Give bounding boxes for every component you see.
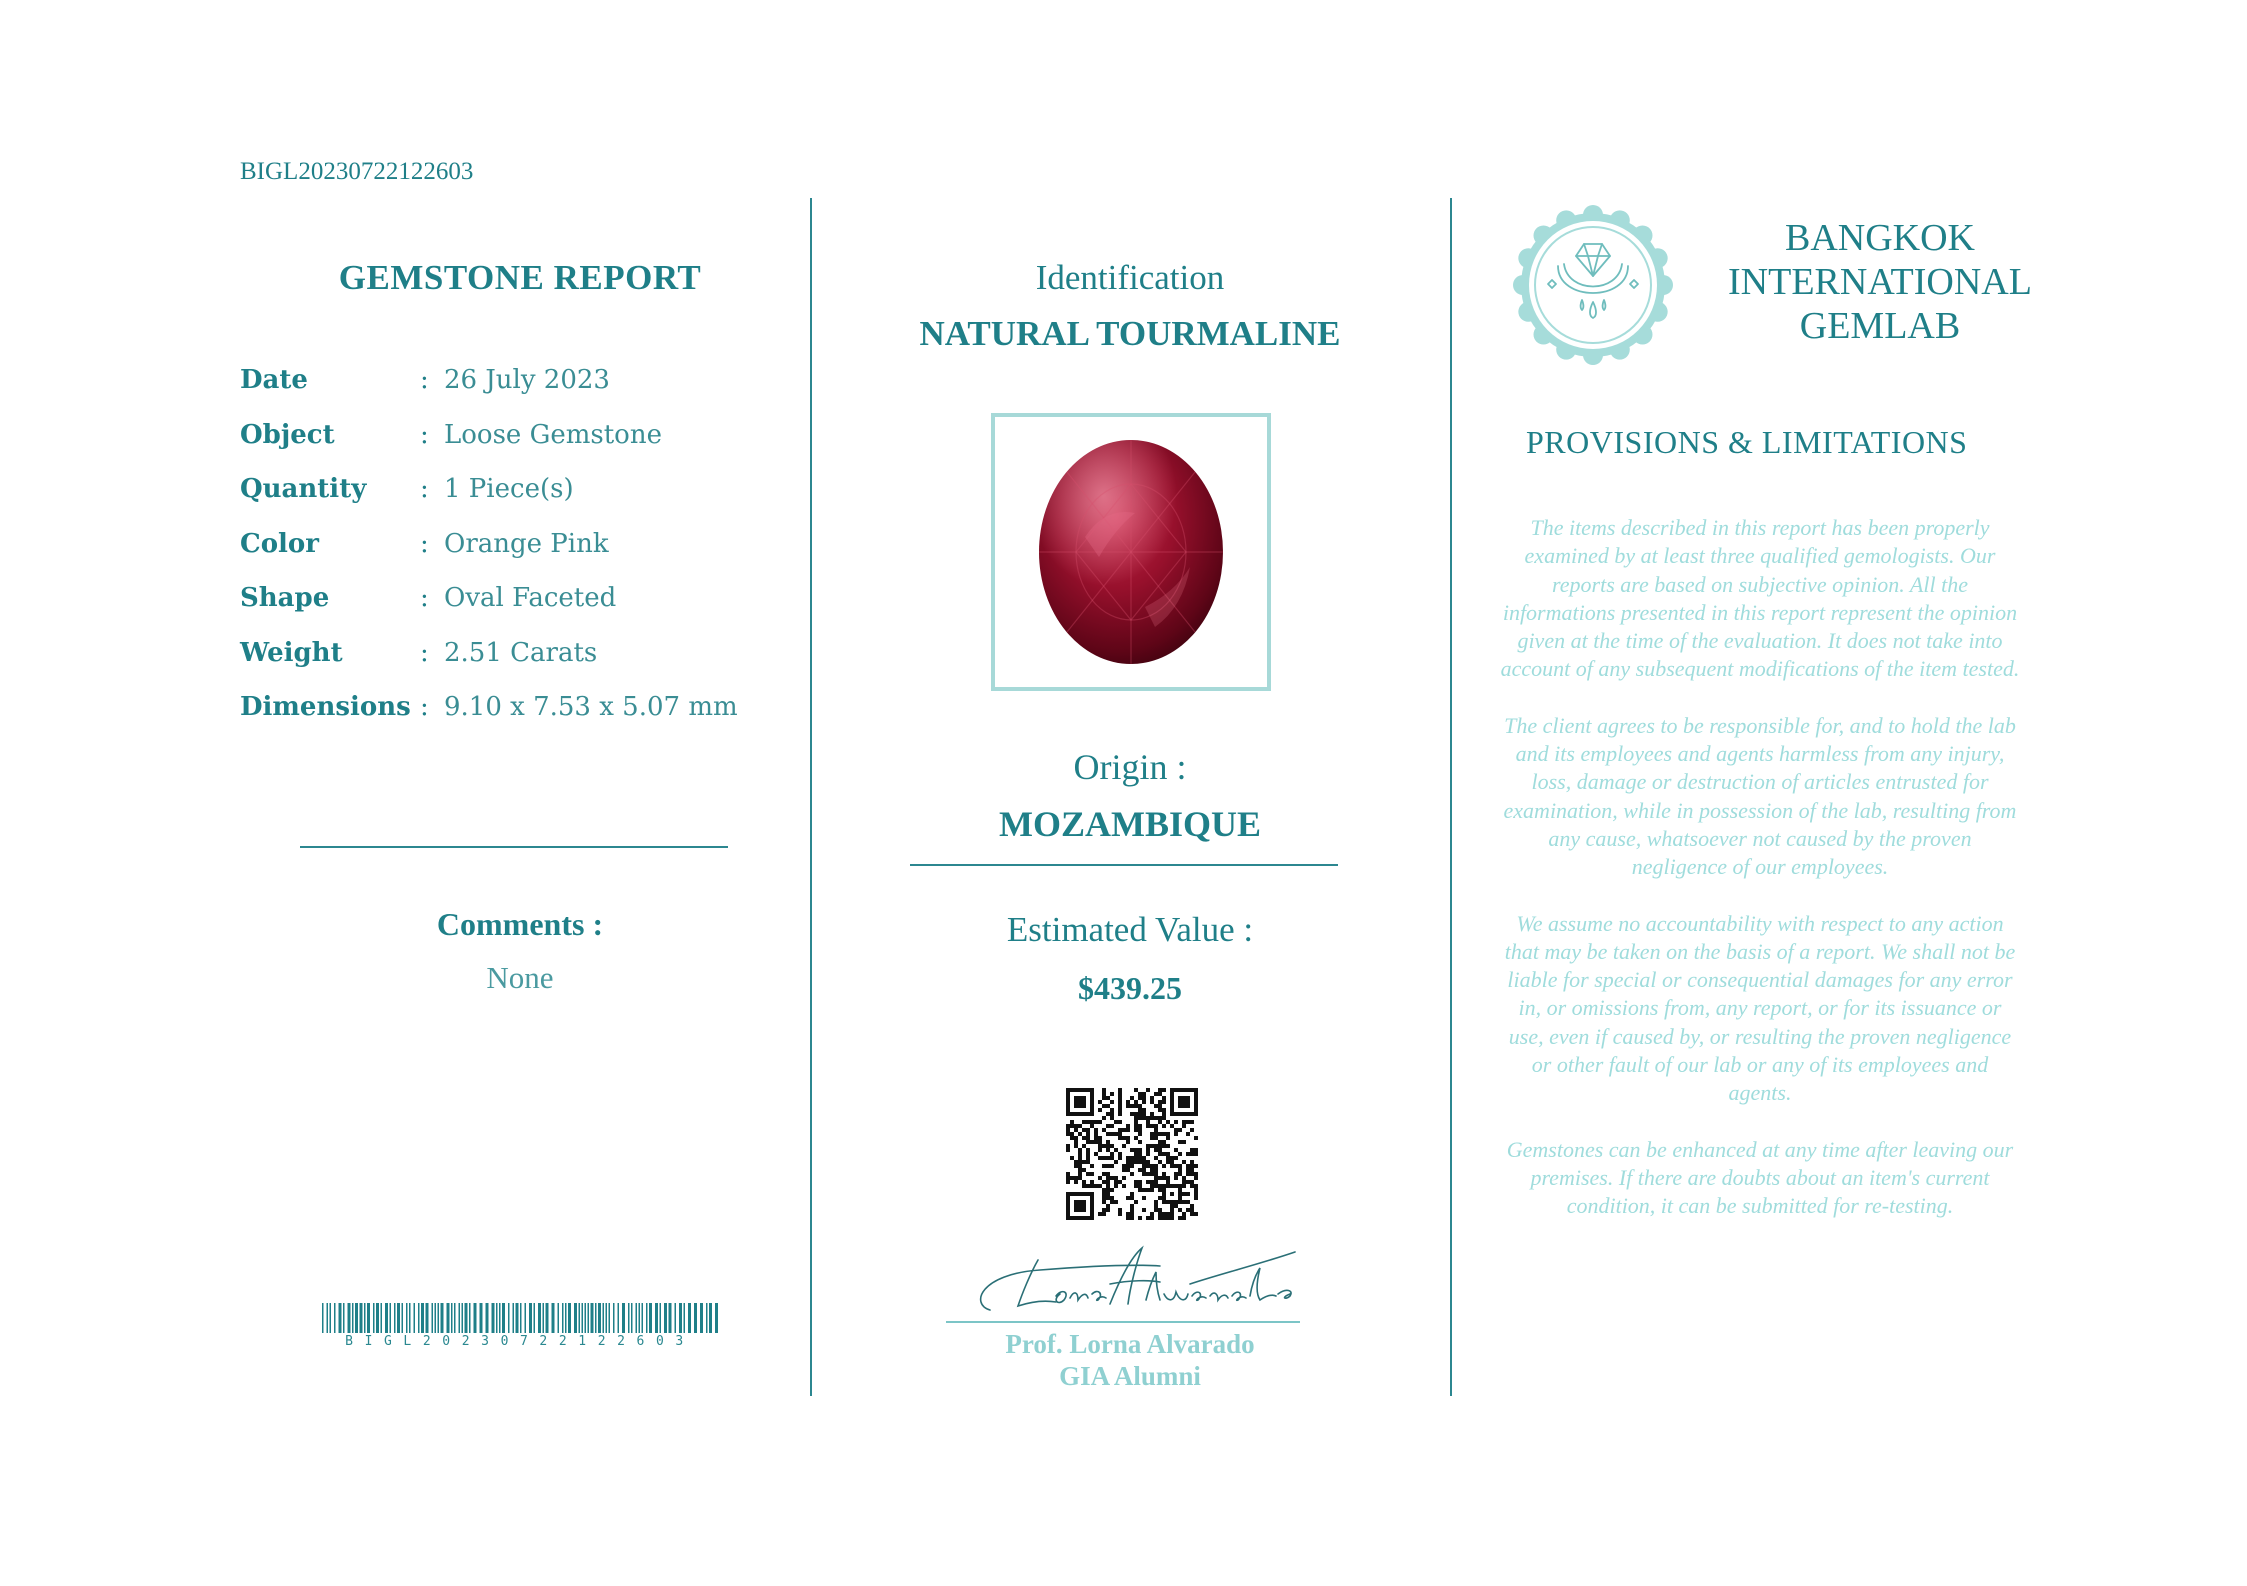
detail-row-dimensions bbox=[240, 692, 760, 747]
detail-row-shape bbox=[240, 583, 760, 638]
estimated-value-label: Estimated Value : bbox=[1006, 910, 1254, 949]
detail-label: Weight bbox=[240, 637, 343, 668]
detail-colon: : bbox=[420, 474, 429, 504]
signature-line bbox=[946, 1321, 1300, 1323]
detail-label: Object bbox=[240, 419, 335, 450]
detail-colon: : bbox=[420, 365, 429, 395]
provision-paragraph: The client agrees to be responsible for, and to hold the lab and its employees and agents harmless from any injury, loss, damage or destruction of articles entrusted for examination, while in possession of the lab, resulting from any cause, whatsoever not caused by the proven negligence of our employees. bbox=[1503, 712, 2017, 880]
provision-paragraph: The items described in this report has been properly examined by at least three qualified gemologists. Our reports are based on subjective opinion. All the informations presented in this report represent the opinion given at the time of the evaluation. It does not take into account of any subsequent modifications of the item tested. bbox=[1500, 515, 2020, 682]
detail-value: Orange Pink bbox=[444, 528, 609, 559]
identification-label: Identification bbox=[1035, 258, 1225, 297]
provision-paragraph: Gemstones can be enhanced at any time after leaving our premises. If there are doubts about an item's current condition, it can be submitted for re-testing. bbox=[1506, 1136, 2014, 1219]
provisions-title: PROVISIONS & LIMITATIONS bbox=[1526, 424, 1968, 460]
lab-name bbox=[1700, 216, 2060, 348]
barcode bbox=[322, 1303, 718, 1333]
qr-code[interactable] bbox=[1066, 1088, 1198, 1220]
detail-colon: : bbox=[420, 583, 429, 613]
report-title: GEMSTONE REPORT bbox=[338, 258, 702, 297]
detail-label: Dimensions bbox=[240, 692, 411, 722]
lab-name-line: BANGKOK bbox=[1785, 217, 1975, 259]
comments-value: None bbox=[486, 960, 554, 995]
detail-label: Date bbox=[240, 365, 308, 395]
identification-value: NATURAL TOURMALINE bbox=[919, 314, 1341, 353]
lab-name-line: INTERNATIONAL bbox=[1728, 261, 2032, 303]
report-id: BIGL20230722122603 bbox=[240, 158, 474, 185]
detail-row-weight bbox=[240, 638, 760, 693]
provision-paragraph: We assume no accountability with respect to any action that may be taken on the basis of a report. We shall not be liable for special or consequential damages for any error in, or omissions from, any report, or for its issuance or use, even if caused by, or resulting the proven negligence or other fault of our lab or any of its employees and agents. bbox=[1504, 910, 2016, 1106]
origin-label: Origin : bbox=[1073, 747, 1187, 787]
estimated-value: $439.25 bbox=[1078, 970, 1182, 1006]
detail-row-quantity bbox=[240, 474, 760, 529]
divider bbox=[300, 846, 728, 848]
column-divider bbox=[810, 198, 812, 1396]
provisions-text bbox=[1500, 514, 2020, 1249]
detail-value: 1 Piece(s) bbox=[444, 474, 574, 504]
column-divider bbox=[1450, 198, 1452, 1396]
detail-value: Oval Faceted bbox=[444, 583, 617, 613]
detail-colon: : bbox=[420, 528, 429, 559]
origin-value: MOZAMBIQUE bbox=[998, 804, 1261, 844]
lab-seal-logo bbox=[1512, 204, 1674, 366]
detail-row-object bbox=[240, 420, 760, 475]
detail-row-date bbox=[240, 365, 760, 420]
detail-value: 2.51 Carats bbox=[444, 637, 598, 668]
detail-value: Loose Gemstone bbox=[444, 419, 662, 450]
comments-label: Comments : bbox=[436, 906, 604, 942]
signatory-name: Prof. Lorna Alvarado bbox=[1005, 1329, 1255, 1359]
detail-label: Color bbox=[240, 528, 319, 559]
details-table bbox=[240, 365, 760, 747]
detail-label: Quantity bbox=[240, 474, 367, 504]
signature-image bbox=[960, 1244, 1305, 1322]
detail-colon: : bbox=[420, 419, 429, 450]
detail-row-color bbox=[240, 529, 760, 584]
barcode-text: BIGL20230722122603 bbox=[345, 1334, 695, 1349]
detail-label: Shape bbox=[240, 583, 330, 613]
gemstone-photo bbox=[991, 413, 1271, 691]
detail-value: 9.10 x 7.53 x 5.07 mm bbox=[444, 692, 738, 722]
lab-name-line: GEMLAB bbox=[1799, 305, 1961, 347]
detail-colon: : bbox=[420, 637, 429, 668]
signatory-title: GIA Alumni bbox=[1059, 1361, 1201, 1391]
gemstone-image bbox=[995, 417, 1267, 687]
divider bbox=[910, 864, 1338, 866]
detail-value: 26 July 2023 bbox=[444, 365, 610, 395]
detail-colon: : bbox=[420, 692, 429, 722]
